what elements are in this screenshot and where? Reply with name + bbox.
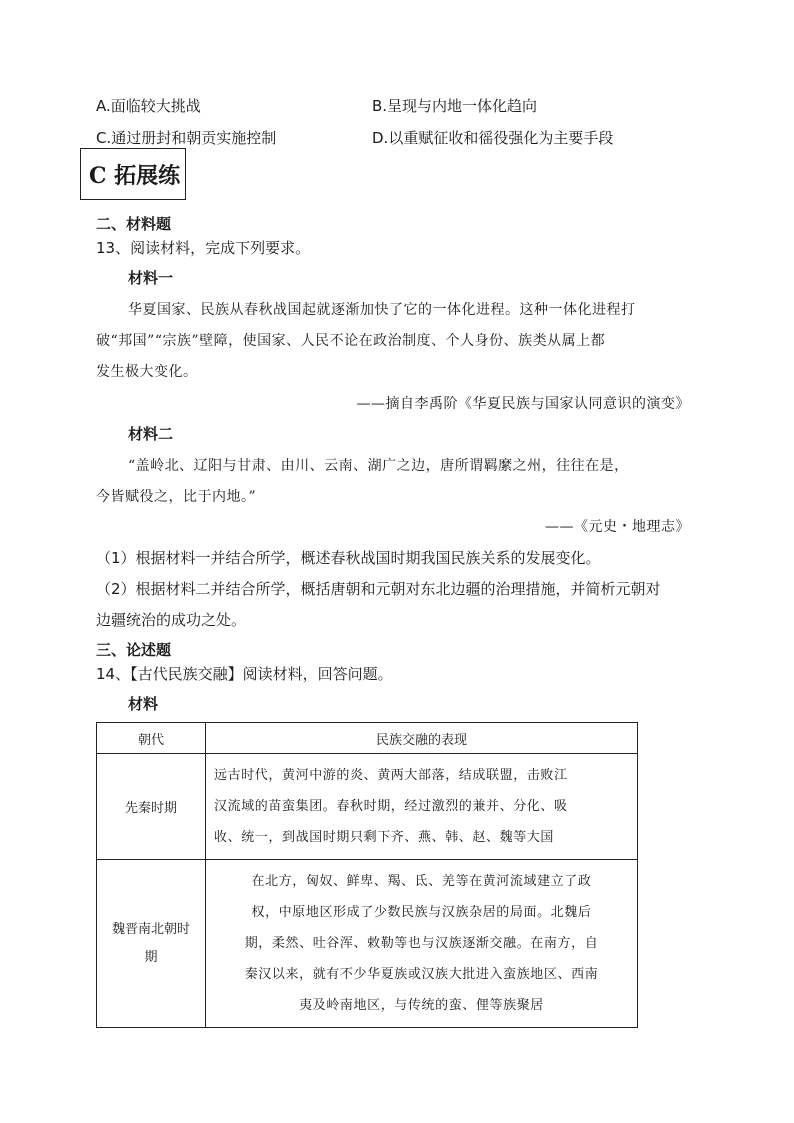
table-cell-line: 夷及岭南地区，与传统的蛮、俚等族聚居 [299, 998, 544, 1013]
table-cell-line: 汉流域的苗蛮集团。春秋时期，经过激烈的兼并、分化、吸 [214, 799, 568, 814]
material1-source: ——摘自李禹阶《华夏民族与国家认同意识的演变》 [356, 396, 690, 412]
task-1: （1）根据材料一并结合所学，概述春秋战国时期我国民族关系的发展变化。 [96, 549, 601, 567]
material1-title: 材料一 [128, 269, 174, 287]
material1-line: 华夏国家、民族从春秋战国起就逐渐加快了它的一体化进程。这种一体化进程打 [128, 302, 636, 318]
material1-line: 发生极大变化。 [96, 364, 198, 380]
section-tag: C 拓展练 [89, 163, 181, 189]
choice-d: D.以重赋征收和徭役强化为主要手段 [372, 129, 614, 147]
period-label: 期 [144, 949, 158, 965]
material-label: 材料 [128, 695, 159, 713]
choice-b: B.呈现与内地一体化趋向 [372, 97, 538, 115]
table-header-period: 朝代 [97, 723, 206, 754]
table-cell-line: 收、统一，到战国时期只剩下齐、燕、韩、赵、魏等大国 [214, 830, 555, 845]
table-cell-period [97, 860, 206, 1028]
table-row [97, 754, 638, 860]
material1-line: 破“邦国”“宗族”壁障，使国家、人民不论在政治制度、个人身份、族类从属上都 [96, 333, 606, 349]
table-cell-line: 远古时代，黄河中游的炎、黄两大部落，结成联盟，击败江 [214, 768, 568, 783]
table-cell-content [206, 860, 638, 1028]
table-header-row [97, 723, 638, 754]
task-2-continued: 边疆统治的成功之处。 [96, 611, 247, 629]
table-cell-line: 期，柔然、吐谷浑、敕勒等也与汉族逐渐交融。在南方，自 [244, 936, 599, 951]
choice-c: C.通过册封和朝贡实施控制 [96, 129, 277, 147]
question-14: 14、【古代民族交融】阅读材料，回答问题。 [96, 665, 393, 683]
section3-heading: 三、论述题 [96, 641, 172, 659]
table-cell-content [206, 754, 638, 860]
table-cell-period [97, 754, 206, 860]
table-row [97, 860, 638, 1028]
question-13: 13、阅读材料，完成下列要求。 [96, 239, 311, 257]
material2-line: 今皆赋役之，比于内地。” [96, 489, 257, 505]
period-label: 先秦时期 [124, 801, 177, 816]
task-2: （2）根据材料二并结合所学，概括唐朝和元朝对东北边疆的治理措施，并简析元朝对 [96, 580, 661, 598]
table-cell-line: 权，中原地区形成了少数民族与汉族杂居的局面。北魏后 [251, 905, 592, 920]
table-cell-line: 在北方，匈奴、鲜卑、羯、氐、羌等在黄河流域建立了政 [251, 874, 592, 889]
material2-title: 材料二 [128, 425, 174, 443]
section2-heading: 二、材料题 [96, 215, 172, 233]
table-cell-line: 秦汉以来，就有不少华夏族或汉族大批进入蛮族地区、西南 [244, 967, 599, 982]
section-tag-box [80, 148, 186, 200]
material2-line: “盖岭北、辽阳与甘肃、由川、云南、湖广之边，唐所谓羁縻之州，往往在是， [128, 458, 629, 474]
choice-a: A.面临较大挑战 [96, 97, 201, 115]
period-label: 魏晋南北朝时 [111, 921, 190, 937]
material2-source: ——《元史・地理志》 [545, 519, 690, 535]
table-header-manifestation: 民族交融的表现 [206, 723, 638, 754]
material-table [96, 722, 638, 1028]
